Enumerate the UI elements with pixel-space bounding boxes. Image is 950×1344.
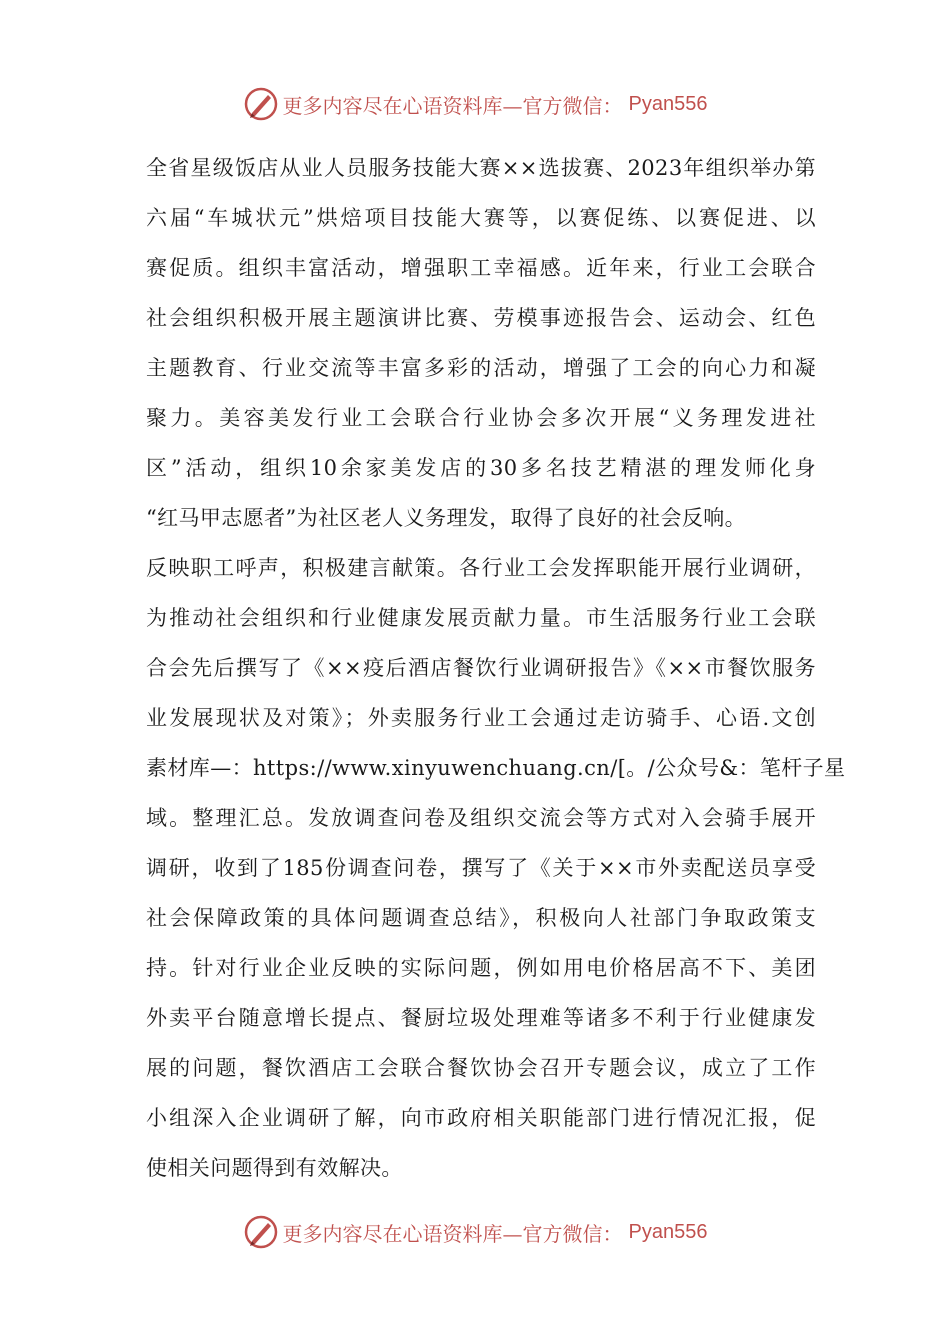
text-line: 为推动社会组织和行业健康发展贡献力量。市生活服务行业工会联 (146, 606, 816, 630)
text-line: 社会组织积极开展主题演讲比赛、劳模事迹报告会、运动会、红色 (146, 306, 816, 330)
text-line: 区”活动，组织10余家美发店的30多名技艺精湛的理发师化身 (146, 456, 816, 480)
text-line: 小组深入企业调研了解，向市政府相关职能部门进行情况汇报，促 (146, 1106, 816, 1130)
text-line: 域。整理汇总。发放调查问卷及组织交流会等方式对入会骑手展开 (146, 806, 816, 830)
text-line: “红马甲志愿者”为社区老人义务理发，取得了良好的社会反响。 (146, 506, 747, 530)
footer-wechat-id: Pyan556 (628, 1220, 708, 1243)
text-line: 外卖平台随意增长提点、餐厨垃圾处理难等诸多不利于行业健康发 (146, 1006, 816, 1030)
header-wechat-id: Pyan556 (628, 92, 708, 115)
text-line: 使相关问题得到有效解决。 (146, 1156, 403, 1180)
text-line: 赛促质。组织丰富活动，增强职工幸福感。近年来，行业工会联合 (146, 256, 816, 280)
text-line: 反映职工呼声，积极建言献策。各行业工会发挥职能开展行业调研， (146, 556, 816, 580)
text-line: 合会先后撰写了《××疫后酒店餐饮行业调研报告》《××市餐饮服务 (146, 656, 816, 680)
document-body (146, 143, 846, 1193)
text-line: 业发展现状及对策》；外卖服务行业工会通过走访骑手、心语.文创 (146, 706, 816, 730)
text-line: 素材库—：https://www.xinyuwenchuang.cn/[。/公众号&：笔杆子星 (146, 756, 846, 780)
pen-circle-logo-icon (243, 86, 279, 122)
footer-banner-text: 更多内容尽在心语资料库—官方微信： (282, 1221, 623, 1246)
pen-circle-logo-icon (243, 1214, 279, 1250)
text-line: 六届“车城状元”烘焙项目技能大赛等，以赛促练、以赛促进、以 (146, 206, 816, 230)
text-line: 持。针对行业企业反映的实际问题，例如用电价格居高不下、美团 (146, 956, 816, 980)
footer-banner (0, 1212, 950, 1252)
text-line: 社会保障政策的具体问题调查总结》，积极向人社部门争取政策支 (146, 906, 816, 930)
text-line: 展的问题，餐饮酒店工会联合餐饮协会召开专题会议，成立了工作 (146, 1056, 816, 1080)
text-line: 全省星级饭店从业人员服务技能大赛××选拔赛、2023年组织举办第 (146, 156, 816, 180)
text-line: 调研，收到了185份调查问卷，撰写了《关于××市外卖配送员享受 (146, 856, 816, 880)
text-line: 主题教育、行业交流等丰富多彩的活动，增强了工会的向心力和凝 (146, 356, 816, 380)
header-banner-text: 更多内容尽在心语资料库—官方微信： (282, 93, 623, 118)
text-line: 聚力。美容美发行业工会联合行业协会多次开展“义务理发进社 (146, 406, 816, 430)
header-banner (0, 84, 950, 124)
